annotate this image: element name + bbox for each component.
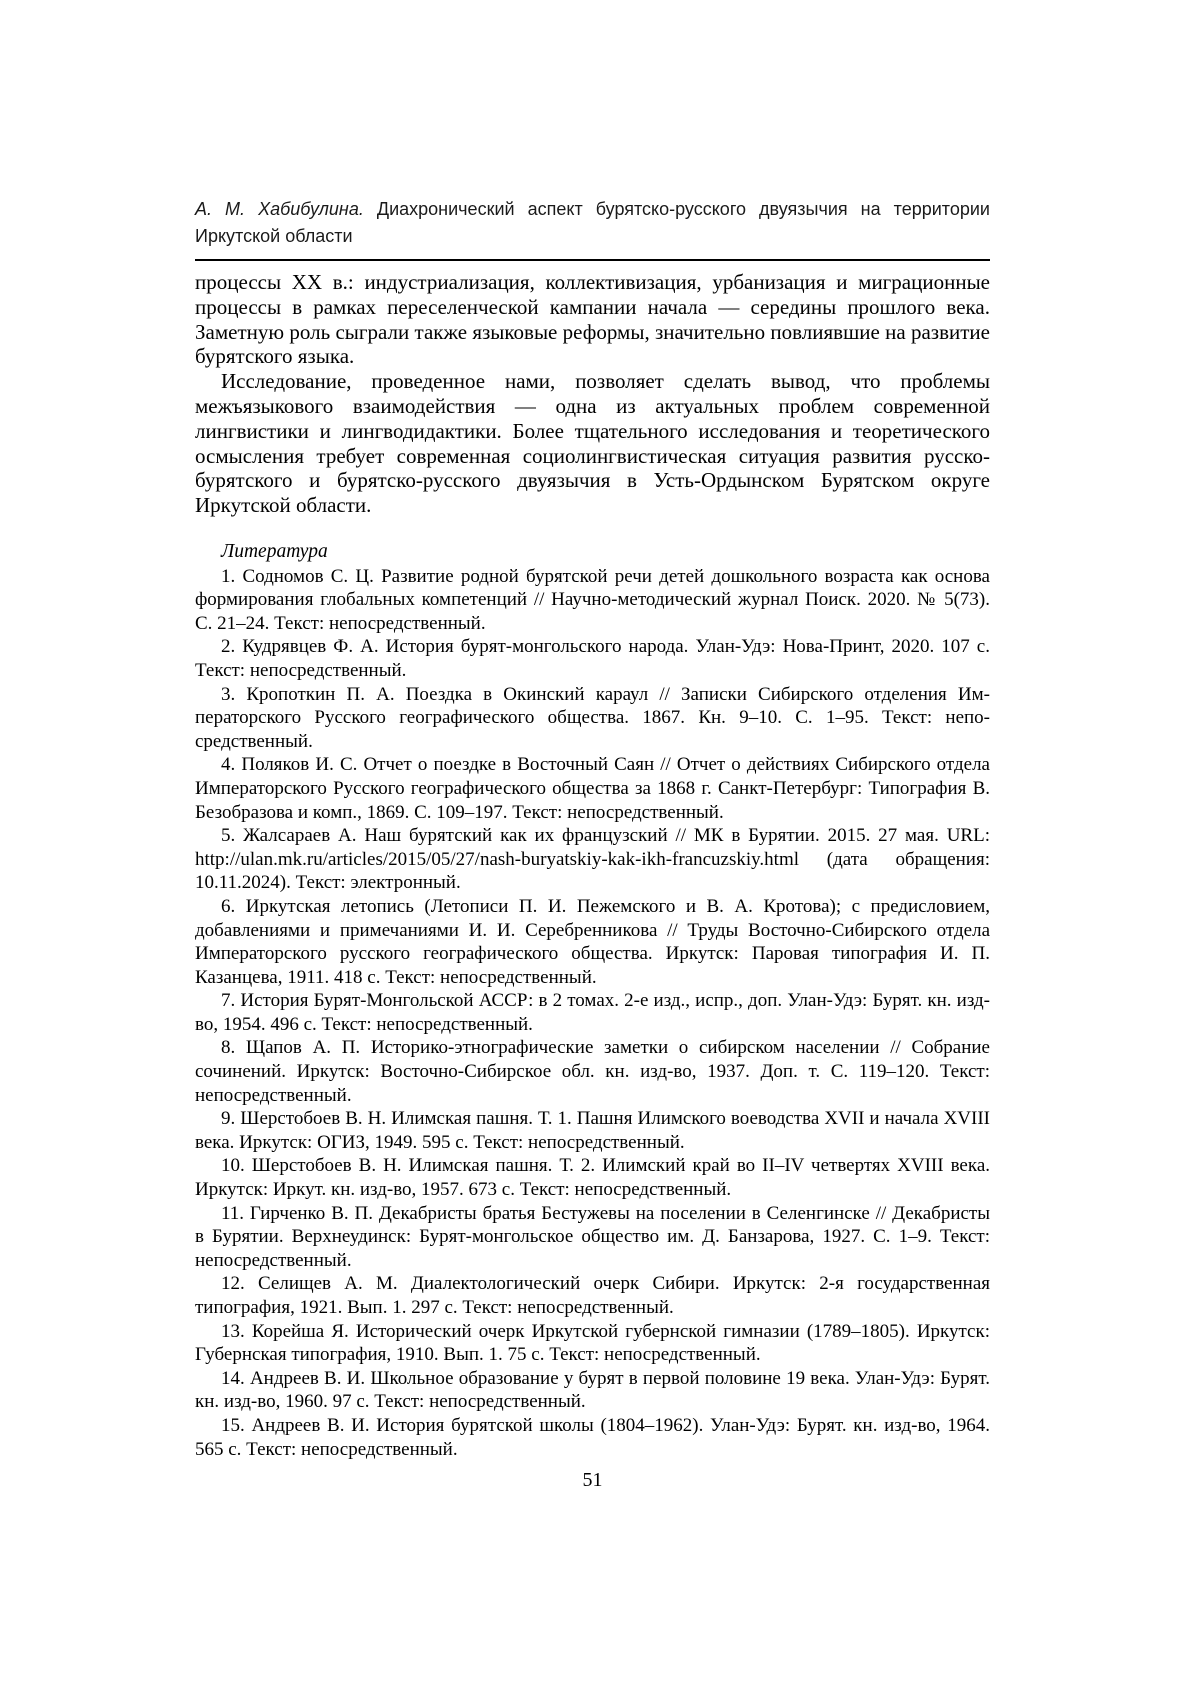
- bibliography-heading: Литература: [221, 541, 328, 562]
- body-paragraph: Исследование, проведенное нами, позволяет сделать вывод, что проблемы межъязыкового взаимодействия — одна из актуальных проблем современной лингвистики и лингводидактики. Более тщательного исследования и теоретического осмысления требует современная социолингвистическая ситуация развития русско-бурятского и бурятско-русского двуязычия в Усть-Ордынском Бурятском округе Иркутской области.: [195, 369, 990, 518]
- bibliography-list: [195, 565, 990, 1462]
- bibliography-item: 3. Кропоткин П. А. Поездка в Окинский караул // Записки Сибирского отделения Императорского Русского географического общества. 1867. Кн. 9–10. С. 1–95. Текст: непосредственный.: [195, 683, 990, 752]
- bibliography-item: 14. Андреев В. И. Школьное образование у бурят в первой половине 19 века. Улан-Удэ: Бурят. кн. изд-во, 1960. 97 с. Текст: непосредственный.: [195, 1367, 990, 1413]
- bibliography-item: 6. Иркутская летопись (Летописи П. И. Пежемского и В. А. Кротова); с предисловием, добавлениями и примечаниями И. И. Серебренникова // Труды Восточно-Сибирского отдела Императорского русского географического общества. Иркутск: Паровая типография И. П. Казанцева, 1911. 418 с. Текст: непосредственный.: [195, 895, 990, 988]
- bibliography-item: 10. Шерстобоев В. Н. Илимская пашня. Т. 2. Илимский край во II–IV четвертях XVIII века. Иркутск: Иркут. кн. изд-во, 1957. 673 с. Текст: непосредственный.: [195, 1155, 990, 1201]
- bibliography-item: 13. Корейша Я. Исторический очерк Иркутской губернской гимназии (1789–1805). Иркутск: Губернская типография, 1910. Вып. 1. 75 с. Текст: непосредственный.: [195, 1320, 990, 1366]
- running-header-title: Диахронический аспект бурятско-русского двуязычия на территории Иркутской области: [195, 199, 990, 246]
- bibliography-item: 5. Жалсараев А. Наш бурятский как их французский // МК в Бурятии. 2015. 27 мая. URL: http://ulan.mk.ru/articles/2015/05/27/nash-buryatskiy-kak-ikh-francuzskiy.html (дата обращения: 10.11.2024). Текст: электронный.: [195, 825, 990, 894]
- bibliography-item: 15. Андреев В. И. История бурятской школы (1804–1962). Улан-Удэ: Бурят. кн. изд-во, 1964. 565 с. Текст: непосредственный.: [195, 1414, 990, 1460]
- header-rule: [195, 259, 990, 261]
- bibliography-item: 8. Щапов А. П. Историко-этнографические заметки о сибирском населении // Собрание сочинений. Иркутск: Восточно-Сибирское обл. кн. изд-во, 1937. Доп. т. С. 119–120. Текст: непосредственный.: [195, 1037, 990, 1106]
- bibliography-item: 4. Поляков И. С. Отчет о поездке в Восточный Саян // Отчет о действиях Сибирского отдела Императорского Русского географического общества за 1868 г. Санкт-Петербург: Типография В. Безобразова и комп., 1869. С. 109–197. Текст: непосредственный.: [195, 754, 990, 823]
- bibliography-item: 2. Кудрявцев Ф. А. История бурят-монгольского народа. Улан-Удэ: Нова-Принт, 2020. 107 с. Текст: непосредственный.: [195, 636, 990, 681]
- page-number: 51: [582, 1469, 603, 1491]
- bibliography-item: 9. Шерстобоев В. Н. Илимская пашня. Т. 1. Пашня Илимского воеводства XVII и начала XVIII века. Иркутск: ОГИЗ, 1949. 595 с. Текст: непосредственный.: [195, 1108, 990, 1153]
- article-body: [195, 270, 990, 518]
- bibliography-section: [195, 540, 990, 1461]
- body-paragraph: процессы XX в.: индустриализация, коллективизация, урбанизация и миграционные процессы в рамках переселенческой кампании начала — середины прошлого века. Заметную роль сыграли также языковые реформы, значительно повлиявшие на развитие бурятского языка.: [195, 270, 990, 369]
- bibliography-item: 1. Содномов С. Ц. Развитие родной бурятской речи детей дошкольного возраста как основа формирования глобальных компетенций // Научно-методический журнал Поиск. 2020. № 5(73). С. 21–24. Текст: непосредственный.: [195, 565, 990, 634]
- running-header: [195, 196, 990, 250]
- bibliography-item: 11. Гирченко В. П. Декабристы братья Бестужевы на поселении в Селенгинске // Декабристы в Бурятии. Верхнеудинск: Бурят-монгольское общество им. Д. Банзарова, 1927. С. 1–9. Текст: непосредственный.: [195, 1202, 990, 1271]
- bibliography-item: 12. Селищев А. М. Диалектологический очерк Сибири. Иркутск: 2-я государственная типография, 1921. Вып. 1. 297 с. Текст: непосредственный.: [195, 1273, 990, 1318]
- bibliography-item: 7. История Бурят-Монгольской АССР: в 2 томах. 2-е изд., испр., доп. Улан-Удэ: Бурят. кн. изд-во, 1954. 496 с. Текст: непосредственный.: [195, 990, 990, 1035]
- running-header-author: А. М. Хабибулина.: [195, 199, 364, 219]
